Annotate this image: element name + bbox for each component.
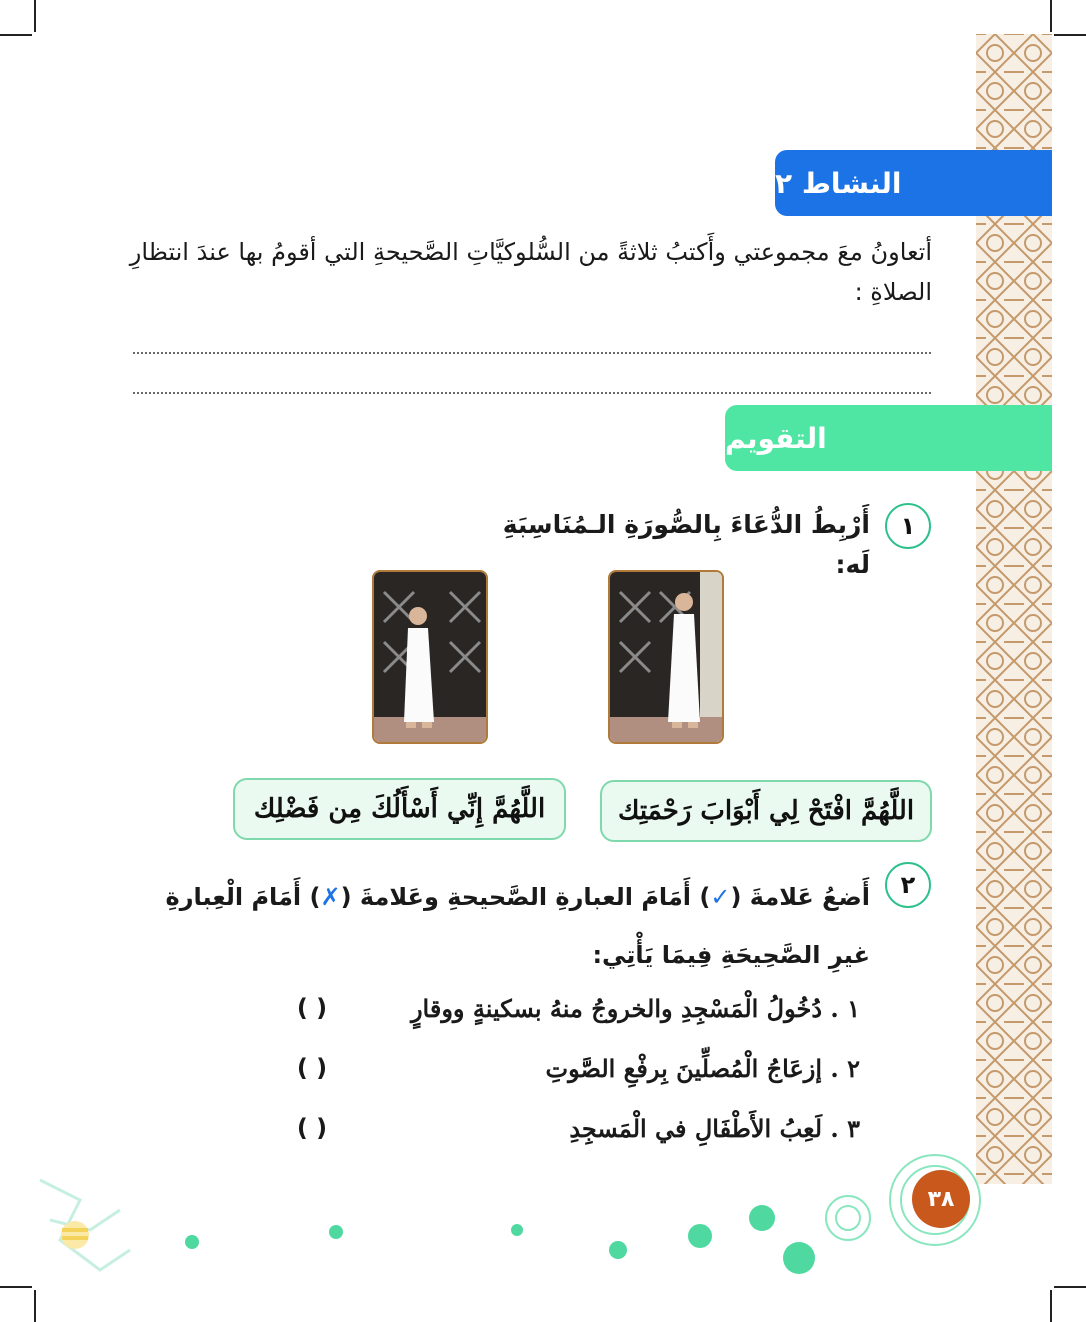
crop-mark xyxy=(1050,1290,1052,1322)
evaluation-title: التقويم xyxy=(725,421,827,455)
answer-parentheses[interactable]: ( ) xyxy=(296,1054,328,1082)
statement-item: ٢ . إزعَاجُ الْمُصلِّينَ بِرفْعِ الصَّوتِ xyxy=(545,1054,860,1083)
evaluation-title-tab xyxy=(725,405,1052,471)
crop-mark xyxy=(1054,34,1086,36)
floral-decoration xyxy=(0,1150,1000,1290)
activity-instruction: أتعاونُ معَ مجموعتي وأَكتبُ ثلاثةً من السُّلوكيَّاتِ الصَّحيحةِ التي أقومُ بها عندَ انتظارِ الصلاةِ : xyxy=(129,238,932,306)
page-number-badge xyxy=(912,1170,970,1228)
crop-mark xyxy=(0,34,32,36)
question2-text xyxy=(120,868,870,984)
crop-mark xyxy=(34,1290,36,1322)
answer-parentheses[interactable]: ( ) xyxy=(296,1114,328,1142)
answer-line[interactable] xyxy=(133,392,931,394)
page-number: ٣٨ xyxy=(927,1186,955,1212)
crop-mark xyxy=(1050,0,1052,32)
check-mark-icon: ✓ xyxy=(710,883,731,911)
activity-title-tab xyxy=(775,150,1052,216)
question-number-badge xyxy=(885,503,931,549)
duaa-box-ask-favor[interactable] xyxy=(233,778,566,840)
photo-boy-entering-mosque[interactable] xyxy=(372,570,488,744)
answer-line[interactable] xyxy=(133,352,931,354)
crop-mark xyxy=(1054,1286,1086,1288)
x-mark-icon: ✗ xyxy=(320,883,341,911)
answer-parentheses[interactable]: ( ) xyxy=(296,994,328,1022)
duaa-text: اللَّهُمَّ إِنِّي أَسْأَلُكَ مِن فَضْلِك xyxy=(253,794,546,824)
question1-text: أَرْبِطُ الدُّعَاءَ بِالصُّورَةِ الـمُنَاسِبَةِ لَه: xyxy=(502,510,870,579)
question-number: ٢ xyxy=(900,871,916,899)
question2-text-part: أَضعُ عَلامةَ ( xyxy=(730,883,870,911)
activity-title: النشاط ٢ xyxy=(775,166,902,200)
duaa-box-open-gates[interactable] xyxy=(600,780,932,842)
question-number-badge xyxy=(885,862,931,908)
crop-mark xyxy=(34,0,36,32)
statement-item: ١ . دُخُولُ الْمَسْجِدِ والخروجُ منهُ بسكينةٍ ووقارٍ xyxy=(410,994,860,1023)
question2-text-part: ) أَمَامَ العبارةِ الصَّحيحةِ وعَلامةَ ( xyxy=(340,883,711,911)
question-number: ١ xyxy=(900,512,916,540)
statement-item: ٣ . لَعِبُ الأَطْفَالِ في الْمَسجِدِ xyxy=(569,1114,860,1143)
duaa-text: اللَّهُمَّ افْتَحْ لِي أَبْوَابَ رَحْمَتِك xyxy=(617,796,915,826)
photo-boy-leaving-mosque[interactable] xyxy=(608,570,724,744)
question2-text-part: ) أَمَامَ الْعِبارةِ غيرِ الصَّحِيحَةِ فِيمَا يَأْتِي: xyxy=(165,883,870,969)
